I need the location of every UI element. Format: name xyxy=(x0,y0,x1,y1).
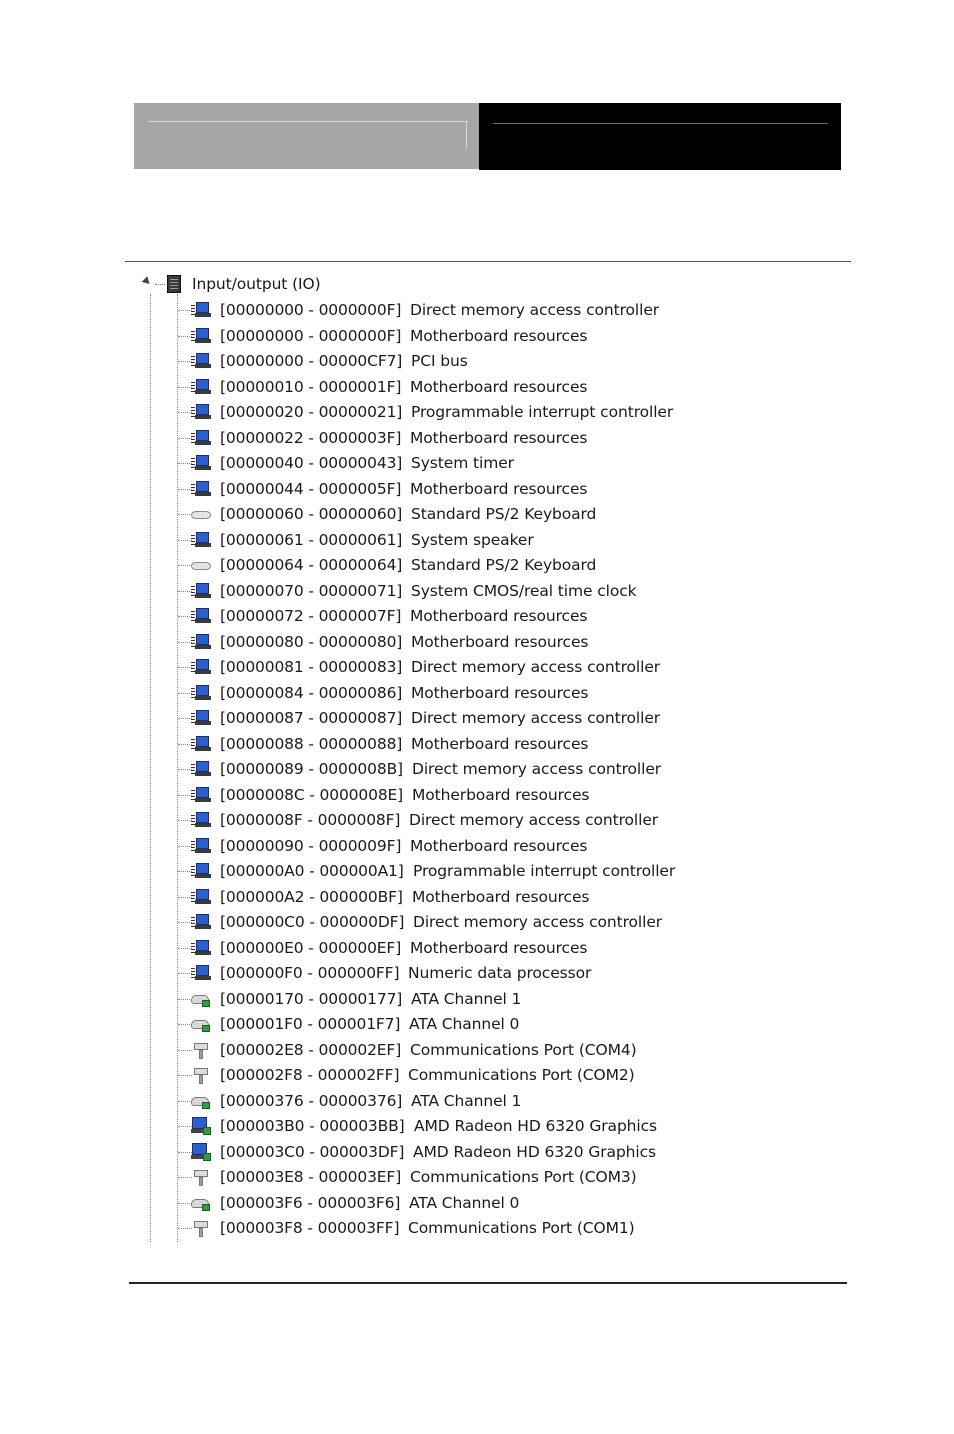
io-range: [00000090 - 0000009F] xyxy=(220,836,402,855)
io-range: [00000072 - 0000007F] xyxy=(220,607,402,625)
tree-item[interactable] xyxy=(140,1190,820,1216)
tree-item[interactable] xyxy=(140,960,820,986)
tree-item[interactable] xyxy=(140,1037,820,1063)
device-name: Motherboard resources xyxy=(410,479,588,498)
com-port-icon xyxy=(191,1041,211,1059)
system-device-icon xyxy=(191,658,211,676)
device-name: System speaker xyxy=(411,530,534,549)
tree-item[interactable] xyxy=(140,629,820,655)
tree-connector xyxy=(178,336,192,337)
tree-connector xyxy=(178,693,192,694)
tree-connector xyxy=(178,1203,192,1204)
tree-item[interactable] xyxy=(140,909,820,935)
io-range: [000003E8 - 000003EF] xyxy=(220,1168,402,1186)
tree-connector xyxy=(178,948,192,949)
tree-item[interactable] xyxy=(140,705,820,731)
header-banner-left xyxy=(134,103,479,169)
io-range: [00000089 - 0000008B] xyxy=(220,760,403,778)
io-range: [00000020 - 00000021] xyxy=(220,403,403,421)
tree-item[interactable] xyxy=(140,297,820,323)
io-range: [00000376 - 00000376] xyxy=(220,1091,403,1110)
tree-item[interactable] xyxy=(140,552,820,578)
header-banner-right xyxy=(479,103,841,170)
tree-connector xyxy=(178,1126,192,1127)
expand-arrow-icon[interactable] xyxy=(142,276,153,287)
tree-item[interactable] xyxy=(140,986,820,1012)
tree-item[interactable] xyxy=(140,1062,820,1088)
tree-connector xyxy=(178,973,192,974)
io-range: [000000F0 - 000000FF] xyxy=(220,964,400,982)
system-device-icon xyxy=(191,837,211,855)
tree-connector xyxy=(178,871,192,872)
tree-connector xyxy=(178,1152,192,1153)
tree-item[interactable] xyxy=(140,578,820,604)
system-device-icon xyxy=(191,403,211,421)
device-name: Motherboard resources xyxy=(410,938,588,957)
device-name: Communications Port (COM2) xyxy=(408,1066,635,1084)
system-device-icon xyxy=(191,352,211,370)
io-range: [000003B0 - 000003BB] xyxy=(220,1117,405,1135)
device-name: Direct memory access controller xyxy=(409,811,659,829)
tree-connector xyxy=(178,361,192,362)
banner-rule xyxy=(148,121,468,122)
device-name: Motherboard resources xyxy=(410,326,588,345)
ata-channel-icon xyxy=(191,990,211,1008)
tree-item[interactable] xyxy=(140,680,820,706)
tree-connector xyxy=(178,463,192,464)
tree-connector xyxy=(178,591,192,592)
ata-channel-icon xyxy=(191,1194,211,1212)
tree-connector xyxy=(178,387,192,388)
device-name: Motherboard resources xyxy=(412,887,590,906)
tree-connector xyxy=(155,284,165,285)
device-name: Standard PS/2 Keyboard xyxy=(411,505,597,523)
tree-item[interactable] xyxy=(140,935,820,961)
com-port-icon xyxy=(191,1066,211,1084)
tree-connector xyxy=(178,922,192,923)
device-name: AMD Radeon HD 6320 Graphics xyxy=(414,1117,658,1135)
system-device-icon xyxy=(191,607,211,625)
io-range: [00000084 - 00000086] xyxy=(220,683,403,702)
tree-item[interactable] xyxy=(140,884,820,910)
system-device-icon xyxy=(191,811,211,829)
system-device-icon xyxy=(191,913,211,931)
device-name: Direct memory access controller xyxy=(411,658,661,676)
system-device-icon xyxy=(191,684,211,702)
system-device-icon xyxy=(191,454,211,472)
system-device-icon xyxy=(191,709,211,727)
device-name: Motherboard resources xyxy=(411,632,589,651)
tree-connector xyxy=(178,769,192,770)
device-name: Direct memory access controller xyxy=(412,760,662,778)
system-device-icon xyxy=(191,862,211,880)
system-device-icon xyxy=(191,301,211,319)
tree-connector xyxy=(178,846,192,847)
banner-rule-vertical xyxy=(466,121,467,149)
device-name: ATA Channel 0 xyxy=(409,1193,520,1212)
tree-item[interactable] xyxy=(140,450,820,476)
io-range: [0000008F - 0000008F] xyxy=(220,811,401,829)
ata-channel-icon xyxy=(191,1092,211,1110)
device-name: Motherboard resources xyxy=(412,785,590,804)
tree-connector xyxy=(178,1177,192,1178)
tree-item[interactable] xyxy=(140,782,820,808)
tree-connector xyxy=(178,616,192,617)
tree-item[interactable] xyxy=(140,425,820,451)
device-name: Standard PS/2 Keyboard xyxy=(411,556,597,574)
system-device-icon xyxy=(191,735,211,753)
io-range: [0000008C - 0000008E] xyxy=(220,785,404,804)
device-name: ATA Channel 1 xyxy=(411,989,522,1008)
tree-item[interactable] xyxy=(140,501,820,527)
tree-connector xyxy=(178,642,192,643)
device-name: Communications Port (COM4) xyxy=(410,1040,637,1059)
device-name: System CMOS/real time clock xyxy=(411,581,637,600)
tree-connector xyxy=(178,999,192,1000)
display-adapter-icon xyxy=(191,1143,211,1161)
tree-connector xyxy=(178,1024,192,1025)
system-device-icon xyxy=(191,378,211,396)
io-range: [00000070 - 00000071] xyxy=(220,581,403,600)
ata-channel-icon xyxy=(191,1015,211,1033)
io-range: [00000022 - 0000003F] xyxy=(220,428,402,447)
tree-connector xyxy=(178,1050,192,1051)
io-range: [00000064 - 00000064] xyxy=(220,556,403,574)
io-range: [00000044 - 0000005F] xyxy=(220,479,402,498)
io-range: [00000088 - 00000088] xyxy=(220,734,403,753)
tree-item[interactable] xyxy=(140,1113,820,1139)
device-name: Programmable interrupt controller xyxy=(411,403,674,421)
io-range: [00000061 - 00000061] xyxy=(220,530,403,549)
device-name: Motherboard resources xyxy=(411,683,589,702)
tree-connector xyxy=(178,514,192,515)
tree-item[interactable] xyxy=(140,323,820,349)
io-range: [000000E0 - 000000EF] xyxy=(220,938,402,957)
io-range: [00000060 - 00000060] xyxy=(220,505,403,523)
tree-item[interactable] xyxy=(140,1011,820,1037)
tree-item[interactable] xyxy=(140,476,820,502)
tree-item[interactable] xyxy=(140,654,820,680)
tree-connector xyxy=(178,310,192,311)
com-port-icon xyxy=(191,1168,211,1186)
tree-item[interactable] xyxy=(140,603,820,629)
tree-connector xyxy=(178,412,192,413)
device-name: Motherboard resources xyxy=(410,607,588,625)
tree-item[interactable] xyxy=(140,1139,820,1165)
io-range: [00000000 - 0000000F] xyxy=(220,301,402,319)
system-device-icon xyxy=(191,633,211,651)
system-device-icon xyxy=(191,480,211,498)
tree-connector xyxy=(178,897,192,898)
system-device-icon xyxy=(191,939,211,957)
tree-connector xyxy=(178,565,192,566)
tree-connector xyxy=(178,438,192,439)
device-name: PCI bus xyxy=(411,352,468,370)
tree-connector xyxy=(178,540,192,541)
system-device-icon xyxy=(191,760,211,778)
io-range: [00000080 - 00000080] xyxy=(220,632,403,651)
io-range: [000002E8 - 000002EF] xyxy=(220,1040,402,1059)
io-range: [000002F8 - 000002FF] xyxy=(220,1066,400,1084)
com-port-icon xyxy=(191,1219,211,1237)
io-range: [00000000 - 0000000F] xyxy=(220,326,402,345)
keyboard-icon xyxy=(191,505,211,523)
tree-connector xyxy=(178,795,192,796)
io-range: [000001F0 - 000001F7] xyxy=(220,1015,401,1033)
io-range: [00000040 - 00000043] xyxy=(220,454,403,472)
device-name: Communications Port (COM1) xyxy=(408,1219,635,1237)
io-range: [000003F6 - 000003F6] xyxy=(220,1193,401,1212)
bottom-divider xyxy=(129,1282,847,1284)
tree-item[interactable] xyxy=(140,858,820,884)
tree-item[interactable] xyxy=(140,527,820,553)
system-device-icon xyxy=(191,327,211,345)
keyboard-icon xyxy=(191,556,211,574)
device-name: Numeric data processor xyxy=(408,964,592,982)
tree-item[interactable] xyxy=(140,348,820,374)
io-range: [000000C0 - 000000DF] xyxy=(220,913,405,931)
io-range: [000003C0 - 000003DF] xyxy=(220,1142,405,1161)
tree-connector xyxy=(178,718,192,719)
device-name: Motherboard resources xyxy=(410,428,588,447)
system-device-icon xyxy=(191,429,211,447)
io-range: [00000170 - 00000177] xyxy=(220,989,403,1008)
tree-item[interactable] xyxy=(140,399,820,425)
device-name: Motherboard resources xyxy=(411,734,589,753)
tree-item[interactable] xyxy=(140,731,820,757)
tree-item[interactable] xyxy=(140,1088,820,1114)
io-range: [00000087 - 00000087] xyxy=(220,709,403,727)
tree-connector xyxy=(178,744,192,745)
tree-connector xyxy=(178,1101,192,1102)
system-device-icon xyxy=(191,582,211,600)
tree-children xyxy=(140,297,820,1241)
top-divider xyxy=(125,261,851,262)
tree-connector xyxy=(178,1075,192,1076)
tree-item[interactable] xyxy=(140,1164,820,1190)
device-name: Programmable interrupt controller xyxy=(413,862,676,880)
tree-connector xyxy=(178,667,192,668)
tree-connector xyxy=(178,820,192,821)
device-name: ATA Channel 1 xyxy=(411,1091,522,1110)
system-device-icon xyxy=(191,531,211,549)
tree-item[interactable] xyxy=(140,1215,820,1241)
io-range: [000000A2 - 000000BF] xyxy=(220,887,403,906)
device-name: Direct memory access controller xyxy=(411,709,661,727)
io-range: [00000000 - 00000CF7] xyxy=(220,352,403,370)
io-range: [000000A0 - 000000A1] xyxy=(220,862,404,880)
device-name: Direct memory access controller xyxy=(413,913,663,931)
tree-item[interactable] xyxy=(140,807,820,833)
display-adapter-icon xyxy=(191,1117,211,1135)
tree-item[interactable] xyxy=(140,833,820,859)
banner-rule xyxy=(493,123,828,124)
device-name: System timer xyxy=(411,454,514,472)
io-range: [00000010 - 0000001F] xyxy=(220,377,402,396)
system-device-icon xyxy=(191,888,211,906)
tree-root-label: Input/output (IO) xyxy=(192,275,321,293)
device-name: Direct memory access controller xyxy=(410,301,660,319)
device-name: Motherboard resources xyxy=(410,377,588,396)
system-device-icon xyxy=(191,964,211,982)
io-range: [000003F8 - 000003FF] xyxy=(220,1219,400,1237)
io-resource-icon xyxy=(167,275,181,293)
device-name: ATA Channel 0 xyxy=(409,1015,520,1033)
tree-item[interactable] xyxy=(140,756,820,782)
system-device-icon xyxy=(191,786,211,804)
tree-item[interactable] xyxy=(140,374,820,400)
device-name: Motherboard resources xyxy=(410,836,588,855)
device-name: AMD Radeon HD 6320 Graphics xyxy=(413,1142,657,1161)
tree-connector xyxy=(178,489,192,490)
tree-connector xyxy=(178,1228,192,1229)
device-name: Communications Port (COM3) xyxy=(410,1168,637,1186)
io-range: [00000081 - 00000083] xyxy=(220,658,403,676)
